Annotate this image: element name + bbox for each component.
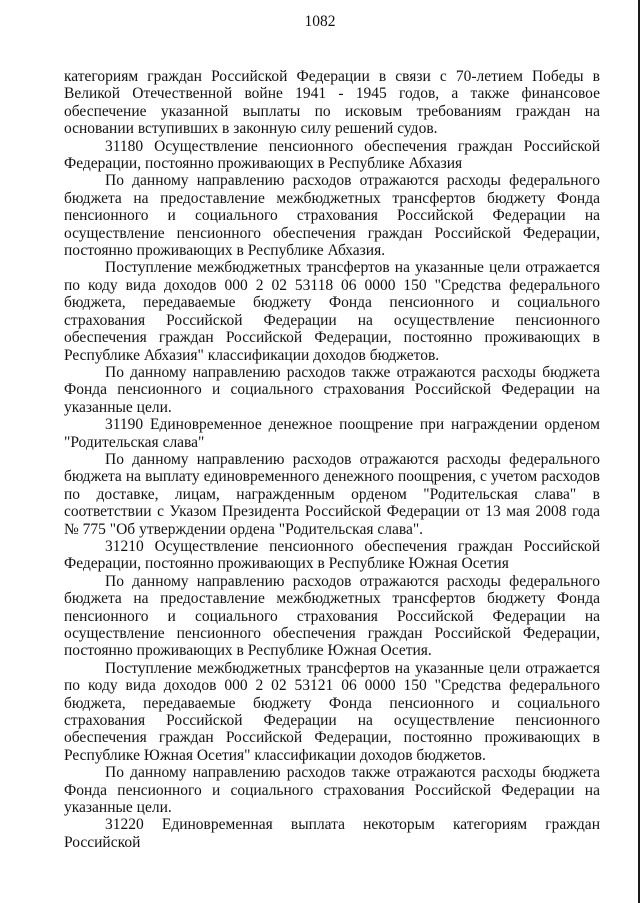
section-heading-31180: 31180 Осуществление пенсионного обеспечения граждан Российской Федерации, постоянно проживающих в Республике Абхазия	[64, 137, 600, 173]
paragraph: По данному направлению расходов также отражаются расходы бюджета Фонда пенсионного и социального страхования Российской Федерации на указанные цели.	[64, 363, 600, 416]
document-body	[64, 68, 600, 851]
section-heading-31190: 31190 Единовременное денежное поощрение при награждении орденом "Родительская слава"	[64, 416, 600, 451]
section-heading-31220: 31220 Единовременная выплата некоторым категориям граждан Российской	[64, 816, 600, 851]
section-heading-31210: 31210 Осуществление пенсионного обеспечения граждан Российской Федерации, постоянно проживающих в Республике Южная Осетия	[64, 537, 600, 573]
paragraph: Поступление межбюджетных трансфертов на указанные цели отражается по коду вида доходов 000 2 02 53121 06 0000 150 "Средства федерального бюджета, передаваемые бюджету Фонда пенсионного и социального страхования Российской Федерации на осуществление пенсионного обеспечения граждан Российской Федерации, постоянно проживающих в Республике Южная Осетия" классификации доходов бюджетов.	[64, 659, 600, 764]
page-number: 1082	[304, 13, 336, 30]
paragraph: По данному направлению расходов отражаются расходы федерального бюджета на предоставление межбюджетных трансфертов бюджету Фонда пенсионного и социального страхования Российской Федерации на осуществление пенсионного обеспечения граждан Российской Федерации, постоянно проживающих в Республике Абхазия.	[64, 172, 600, 260]
paragraph: По данному направлению расходов отражаются расходы федерального бюджета на предоставление межбюджетных трансфертов бюджету Фонда пенсионного и социального страхования Российской Федерации на осуществление пенсионного обеспечения граждан Российской Федерации, постоянно проживающих в Республике Южная Осетия.	[64, 572, 600, 660]
paragraph: По данному направлению расходов также отражаются расходы бюджета Фонда пенсионного и социального страхования Российской Федерации на указанные цели.	[64, 764, 600, 817]
paragraph: Поступление межбюджетных трансфертов на указанные цели отражается по коду вида доходов 000 2 02 53118 06 0000 150 "Средства федерального бюджета, передаваемые бюджету Фонда пенсионного и социального страхования Российской Федерации на осуществление пенсионного обеспечения граждан Российской Федерации, постоянно проживающих в Республике Абхазия" классификации доходов бюджетов.	[64, 259, 600, 364]
paragraph-continuation: категориям граждан Российской Федерации в связи с 70-летием Победы в Великой Отечественной войне 1941 - 1945 годов, а также финансовое обеспечение указанной выплаты по исковым требованиям граждан на основании вступивших в законную силу решений судов.	[64, 68, 600, 138]
paragraph: По данному направлению расходов отражаются расходы федерального бюджета на выплату единовременного денежного поощрения, с учетом расходов по доставке, лицам, награжденным орденом "Родительская слава" в соответствии с Указом Президента Российской Федерации от 13 мая 2008 года № 775 "Об утверждении ордена "Родительская слава".	[64, 450, 600, 538]
